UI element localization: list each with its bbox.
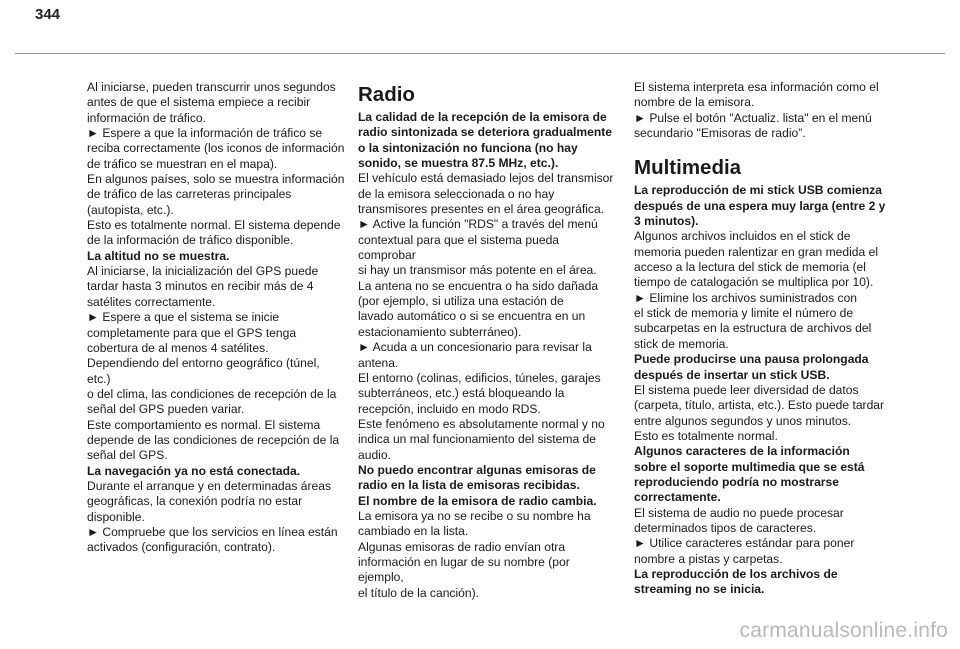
question-line: Puede producirse una pausa prolongada xyxy=(634,352,869,367)
text-line: Durante el arranque y en determinadas áreas xyxy=(87,478,332,493)
text-line: ► Espere a que el sistema se inicie xyxy=(87,310,280,325)
question-line: La calidad de la recepción de la emisora de xyxy=(358,110,607,124)
text-line: La emisora ya no se recibe o su nombre ha xyxy=(358,508,591,523)
text-line: stick de memoria. xyxy=(634,336,729,351)
text-line: subterráneos, etc.) está bloqueando la xyxy=(358,386,565,401)
section-heading: Multimedia xyxy=(634,156,742,180)
text-line: secundario "Emisoras de radio”. xyxy=(634,126,806,141)
text-line: antena. xyxy=(358,355,399,370)
text-line: El entorno (colinas, edificios, túneles, garajes xyxy=(358,370,601,385)
question-line: reproduciendo podría no mostrarse xyxy=(634,474,839,489)
text-line: En algunos países, solo se muestra información xyxy=(87,172,345,187)
text-line: completamente para que el GPS tenga xyxy=(87,325,297,340)
text-line: Al iniciarse, pueden transcurrir unos segundos xyxy=(87,80,336,94)
text-line: satélites correctamente. xyxy=(87,294,216,309)
text-line: (autopista, etc.). xyxy=(87,202,174,217)
question-line: después de una espera muy larga (entre 2 y xyxy=(634,198,886,213)
text-line: acceso a la lectura del stick de memoria (el xyxy=(634,260,866,275)
question-line: o la sintonización no funciona (no hay xyxy=(358,140,578,155)
text-line: transmisores presentes en el área geográfica. xyxy=(358,202,605,217)
text-line: Esto es totalmente normal. El sistema depende xyxy=(87,218,341,233)
text-line: memoria pueden ralentizar en gran medida el xyxy=(634,244,879,259)
text-line: depende de las condiciones de recepción de la xyxy=(87,432,340,447)
text-line: Al iniciarse, la inicialización del GPS puede xyxy=(87,264,319,279)
text-line: ► Active la función "RDS" a través del menú xyxy=(358,217,598,232)
text-line: ► Pulse el botón "Actualiz. lista" en el menú xyxy=(634,110,872,125)
text-line: disponible. xyxy=(87,509,145,524)
text-line: información de tráfico. xyxy=(87,110,206,125)
text-line: si hay un transmisor más potente en el área. xyxy=(358,263,597,278)
text-line: geográficas, la conexión podría no estar xyxy=(87,494,303,509)
question-line: sonido, se muestra 87.5 MHz, etc.). xyxy=(358,156,559,171)
text-line: Algunas emisoras de radio envían otra xyxy=(358,539,566,554)
text-line: indica un mal funcionamiento del sistema de xyxy=(358,432,596,447)
text-line: audio. xyxy=(358,447,391,462)
text-line: subcarpetas en la estructura de archivos del xyxy=(634,321,872,336)
question-line: La navegación ya no está conectada. xyxy=(87,463,301,478)
question-line: Algunos caracteres de la información xyxy=(634,444,850,459)
text-line: ► Espere a que la información de tráfico se xyxy=(87,126,323,141)
text-line: información en lugar de su nombre (por ejemplo, xyxy=(358,554,570,585)
question-line: después de insertar un stick USB. xyxy=(634,367,830,382)
text-line: el stick de memoria y limite el número de xyxy=(634,306,854,321)
column-left xyxy=(87,80,345,556)
text-line: Algunos archivos incluidos en el stick de xyxy=(634,229,851,244)
question-line: sobre el soporte multimedia que se está xyxy=(634,459,865,474)
text-line: estacionamiento subterráneo). xyxy=(358,324,522,339)
text-line: contextual para que el sistema pueda comprobar xyxy=(358,232,560,263)
question-line: La reproducción de los archivos de xyxy=(634,566,838,581)
text-line: El vehículo está demasiado lejos del transmisor xyxy=(358,171,614,186)
text-line: de tráfico de las carreteras principales xyxy=(87,187,292,202)
question-line: radio sintonizada se deteriora gradualmente xyxy=(358,125,613,140)
text-line: el título de la canción). xyxy=(358,585,480,600)
text-line: nombre a pistas y carpetas. xyxy=(634,551,783,566)
text-line: Dependiendo del entorno geográfico (túnel, etc.) xyxy=(87,356,320,386)
text-line: lavado automático o si se encuentra en un xyxy=(358,309,586,324)
text-line: ► Utilice caracteres estándar para poner xyxy=(634,536,855,551)
text-line: cobertura de al menos 4 satélites. xyxy=(87,340,269,355)
text-line: (por ejemplo, si utiliza una estación de xyxy=(358,294,564,309)
text-line: recepción, incluido en modo RDS. xyxy=(358,401,541,416)
text-line: nombre de la emisora. xyxy=(634,95,755,110)
question-line: La reproducción de mi stick USB comienza xyxy=(634,183,882,198)
question-line: correctamente. xyxy=(634,490,721,505)
text-line: La antena no se encuentra o ha sido dañada xyxy=(358,278,599,293)
text-line: reciba correctamente (los iconos de información xyxy=(87,141,345,156)
text-line: señal del GPS. xyxy=(87,448,168,463)
text-line: señal del GPS pueden variar. xyxy=(87,402,245,417)
text-line: cambiado en la lista. xyxy=(358,524,469,539)
question-line: radio en la lista de emisoras recibidas. xyxy=(358,478,580,493)
watermark: carmanualsonline.info xyxy=(739,619,948,642)
text-line: El sistema puede leer diversidad de datos xyxy=(634,382,859,397)
text-line: Este fenómeno es absolutamente normal y no xyxy=(358,416,605,431)
text-line: El sistema de audio no puede procesar xyxy=(634,505,844,520)
text-line: activados (configuración, contrato). xyxy=(87,540,276,555)
question-line: El nombre de la emisora de radio cambia. xyxy=(358,493,597,508)
page-number: 344 xyxy=(35,6,61,23)
text-line: o del clima, las condiciones de recepción de la xyxy=(87,386,337,401)
column-right xyxy=(634,80,892,598)
text-line: determinados tipos de caracteres. xyxy=(634,520,817,535)
text-line: ► Compruebe que los servicios en línea están xyxy=(87,524,338,539)
text-line: (carpeta, título, artista, etc.). Esto puede tardar xyxy=(634,398,885,413)
section-heading: Radio xyxy=(358,83,415,106)
header-divider xyxy=(15,53,945,54)
text-line: antes de que el sistema empiece a recibir xyxy=(87,95,311,110)
text-line: Este comportamiento es normal. El sistema xyxy=(87,417,321,432)
text-line: de la información de tráfico disponible. xyxy=(87,233,294,248)
text-line: El sistema interpreta esa información como el xyxy=(634,80,879,94)
text-line: Esto es totalmente normal. xyxy=(634,428,778,443)
column-middle xyxy=(358,80,616,601)
text-line: de la emisora seleccionada o no hay xyxy=(358,186,555,201)
text-line: tiempo de catalogación se multiplica por 10). xyxy=(634,275,874,290)
text-line: entre algunos segundos y unos minutos. xyxy=(634,413,852,428)
question-line: 3 minutos). xyxy=(634,214,699,229)
question-line: La altitud no se muestra. xyxy=(87,248,230,263)
question-line: streaming no se inicia. xyxy=(634,582,765,597)
question-line: No puedo encontrar algunas emisoras de xyxy=(358,462,596,477)
text-line: tardar hasta 3 minutos en recibir más de 4 xyxy=(87,279,314,294)
text-line: ► Elimine los archivos suministrados con xyxy=(634,290,858,305)
text-line: ► Acuda a un concesionario para revisar la xyxy=(358,340,592,355)
text-line: de tráfico se muestran en el mapa). xyxy=(87,156,278,171)
